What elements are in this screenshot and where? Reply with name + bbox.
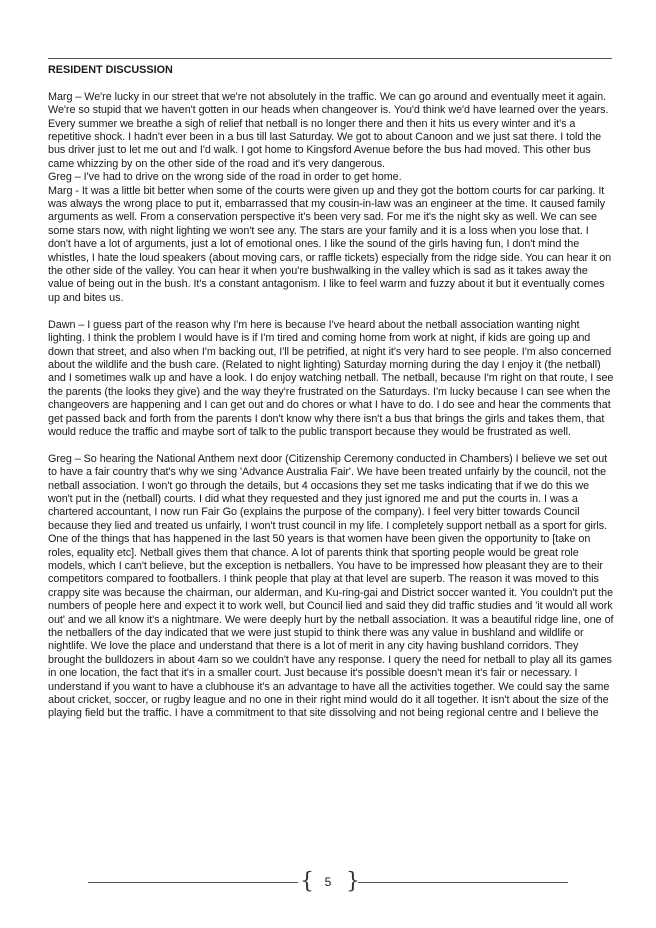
- paragraph-greg-2: Greg – So hearing the National Anthem next door (Citizenship Ceremony conducted in Chambers) I believe we set out to have a fair country that's why we sing 'Advance Australia Fair'. We have been treated unfairly by the council, not the netball association. I won't go through the details, but 4 occasions they set me tasks indicating that if we do this we won't put in the (netball) courts. I did what they requested and they just ignored me and put the courts in. I was a chartered accountant, I now run Fair Go (explains the purpose of the company). I feel very bitter towards Council because they lied and treated us unfairly, I won't trust council in my life. I completely support netball as a sport for girls. One of the things that has happened in the last 50 years is that women have been given the opportunity to [take on roles, equality etc]. Netball gives them that chance. A lot of parents think that sporting people would be great role models, which I can't believe, but the exception is netballers. You have to be impressed how pleasant they are to their competitors compared to footballers. I think people that play at that level are superb. The reason it was moved to this crappy site was because the chairman, our alderman, and Ku-ring-gai and District soccer wanted it. You couldn't put the numbers of people here and expect it to work well, but Council lied and said they did traffic studies and 'it would all work out' and we all know it's a nightmare. We were deeply hurt by the netball association. It was a beautiful ridge line, one of the netballers of the day indicated that we were just stupid to think there was any value in bushland and wildlife or nightlife. We love the place and understand that there is a lot of merit in any city having bushland corridors. They brought the bulldozers in about 4am so we couldn't have any response. I query the need for netball to play all its games in one location, the fact that it's in a smaller court. Just because it's possible doesn't mean it's fair or necessary. I understand if you want to have a clubhouse it's an advantage to have all the activities together. We could say the same about cricket, soccer, or rugby league and no one in their right mind would do it all together. It isn't about the size of the playing field but the traffic. I have a commitment to that site dissolving and not being regional centre and I believe the: [48, 452, 614, 720]
- footer-rule-right: [358, 882, 568, 883]
- page-number: 5: [324, 875, 332, 889]
- section-heading: RESIDENT DISCUSSION: [48, 64, 173, 76]
- left-brace-icon: {: [300, 869, 314, 894]
- page-footer: [0, 868, 656, 896]
- right-brace-icon: }: [346, 869, 360, 894]
- footer-rule-left: [88, 882, 298, 883]
- paragraph-marg-1: Marg – We're lucky in our street that we're not absolutely in the traffic. We can go around and eventually meet it again. We're so stupid that we haven't gotten in our heads when changeover is. You'd think we'd have learned over the years. Every summer we breathe a sigh of relief that netball is no longer there and then it hits us every winter and it's a repetitive shock. I hadn't ever been in a bus till last Saturday. We got to about Canoon and we just sat there. I told the bus driver just to let me out and I'd walk. I got home to Kingsford Avenue before the bus had moved. This other bus came whizzing by on the other side of the road and it's very dangerous.: [48, 90, 609, 170]
- paragraph-marg-2: Marg - It was a little bit better when some of the courts were given up and they got the bottom courts for car parking. It was always the wrong place to put it, embarrassed that my cousin-in-law was an engineer at the time. It caused family arguments as well. From a conservation perspective it's been very sad. For me it's the night sky as well. We can see some stars now, with night lighting we won't see any. The stars are your family and it is a loss when you lose that. I don't have a lot of arguments, just a lot of emotional ones. I like the sound of the girls having fun, I don't mind the whistles, I hate the loud speakers (about moving cars, or raffle tickets) especially from the ridge side. You can hear it on the other side of the valley. You can hear it when you're bushwalking in the valley which is sad as it takes away the value of being out in the bush. It's a constant antagonism. I like to feel warm and fuzzy about it but it eventually comes up and bites us.: [48, 184, 612, 304]
- paragraph-greg-1: Greg – I've had to drive on the wrong side of the road in order to get home.: [48, 171, 402, 184]
- header-rule: [48, 58, 612, 59]
- document-body: [48, 64, 614, 721]
- paragraph-dawn: Dawn – I guess part of the reason why I'm here is because I've heard about the netball association wanting night lighting. I think the problem I would have is if I'm tired and coming home from work at night, if kids are going up and down that street, and also when I'm backing out, I'll be petrified, at night it's very hard to see people. I'm also concerned about the wildlife and the bush care. (Related to night lighting) Saturday morning during the day I enjoy it (the netball) and I sometimes walk up and have a look. I do enjoy watching netball. The netball, because I'm right on that route, I see the parents (the looks they give) and the way they're frustrated on the Saturdays. I'm lucky because I can see when the changeovers are happening and I can get out and do chores or what I have to do. I do see and hear the comments that get passed back and forth from the parents I don't know why there isn't a bus that brings the girls and takes them, that would reduce the traffic and maybe sort of talk to the public transport because they would be frustrated as well.: [48, 318, 614, 438]
